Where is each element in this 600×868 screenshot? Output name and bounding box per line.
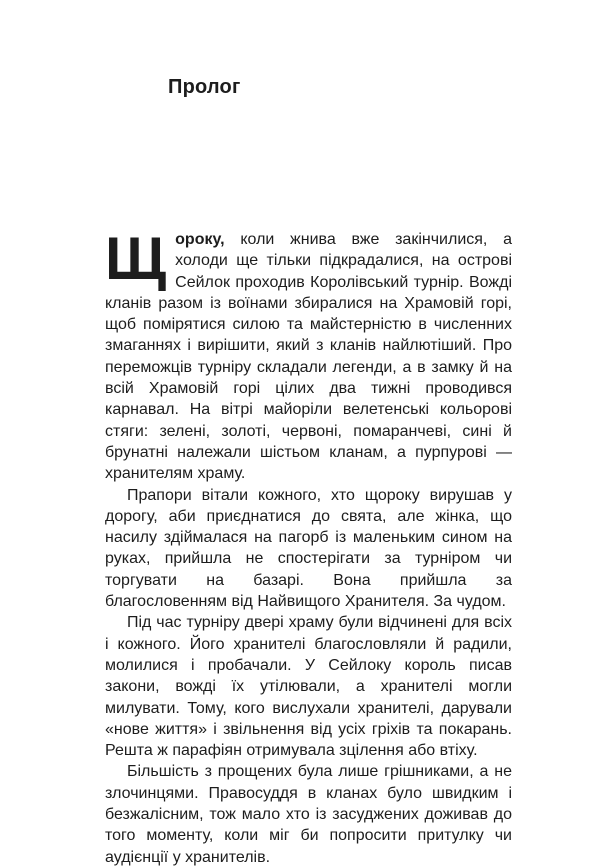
paragraph: Більшість з прощених була лише грішниками, а не злочинцями. Правосуддя в кланах було швидким і безжалісним, тож мало хто із засуджених доживав до того моменту, коли міг би попросити притулку чи аудієнції у хранителів. (105, 763, 512, 866)
paragraph-opening: Щороку, коли жнива вже закінчилися, а холоди ще тільки підкрадалися, на острові Сейлок проходив Королівський турнір. Вожді кланів разом із воїнами збиралися на Храмовій горі, щоб помірятися силою та майстерністю в численних змаганнях і вирішити, який з кланів найлютіший. Про переможців турніру складали легенди, а в замку й на всій Храмовій горі цілих два тижні проводився карнавал. На вітрі майоріли велетенські кольорові стяги: зелені, золоті, червоні, помаранчеві, сині й брунатні належали шістьом кланам, а пурпурові — хранителям храму. (105, 225, 512, 483)
lead-word: ороку, (175, 231, 225, 248)
drop-cap: Щ (105, 225, 167, 292)
body-text (105, 225, 512, 868)
paragraph: Прапори вітали кожного, хто щороку вирушав у дорогу, аби приєднатися до свята, але жінка, що насилу здіймалася на пагорб із маленьким сином на руках, прийшла не спостерігати за турніром чи торгувати на базарі. Вона прийшла за благословенням від Найвищого Хранителя. За чудом. (105, 486, 512, 611)
chapter-heading: Пролог (168, 76, 241, 98)
paragraph: Під час турніру двері храму були відчинені для всіх і кожного. Його хранителі благословляли й радили, молилися і пробачали. У Сейлоку король писав закони, вожді їх утілювали, а хранителі могли милувати. Тому, кого вислухали хранителі, дарували «нове життя» і звільнення від усіх гріхів та покарань. Решта ж парафіян отримувала зцілення або втіху. (105, 614, 512, 760)
